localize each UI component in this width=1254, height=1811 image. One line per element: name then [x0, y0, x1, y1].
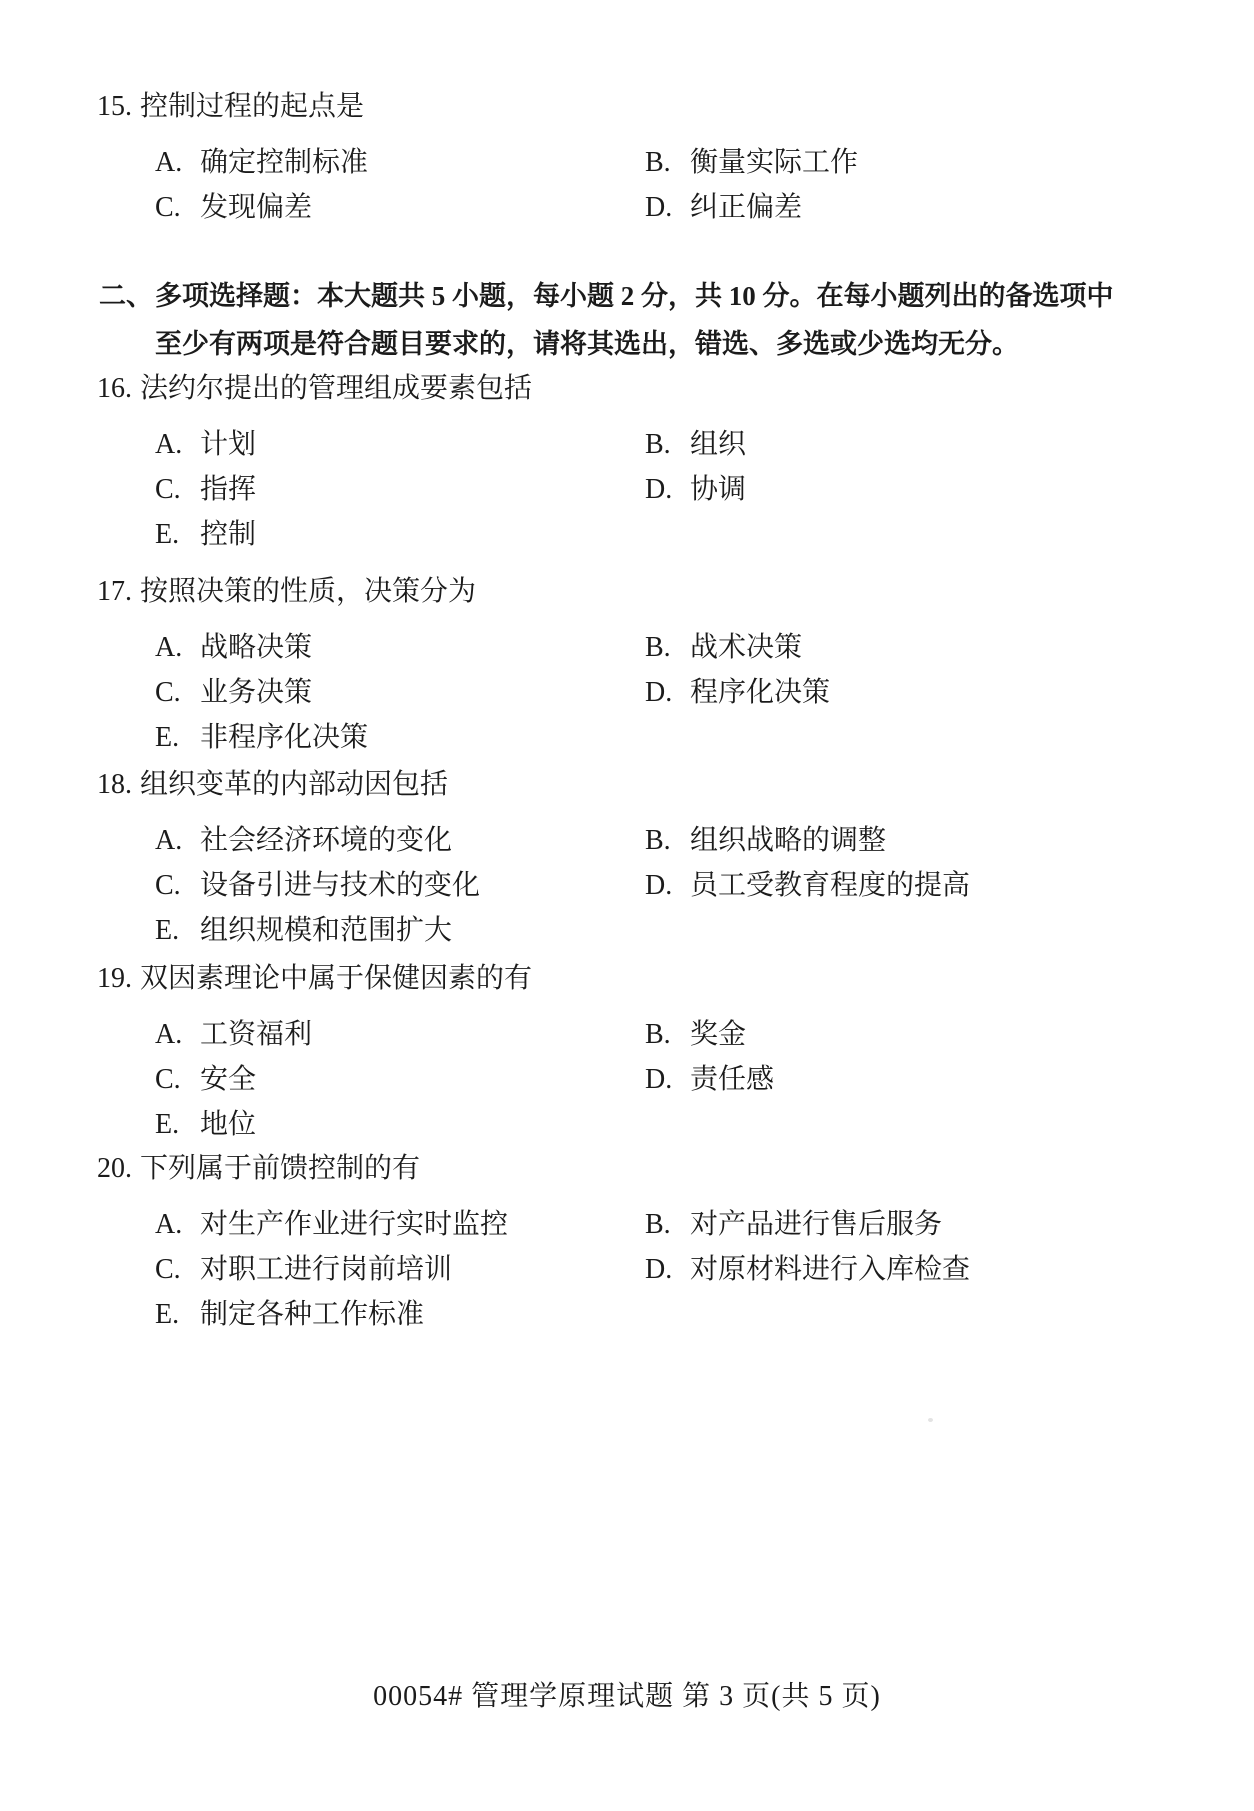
option-e — [155, 721, 368, 755]
option-letter: B. — [645, 147, 671, 178]
option-row — [0, 631, 1254, 665]
option-text: 责任感 — [690, 1064, 775, 1095]
question-head — [0, 1152, 1254, 1186]
option-text: 安全 — [200, 1064, 257, 1095]
option-text: 控制 — [200, 519, 257, 550]
option-e — [155, 1108, 256, 1142]
option-letter: D. — [645, 192, 673, 223]
question-head — [0, 90, 1254, 124]
option-letter: A. — [155, 429, 183, 460]
option-text: 发现偏差 — [200, 192, 313, 223]
option-letter: B. — [645, 1019, 671, 1050]
option-b — [645, 1018, 746, 1052]
question-20 — [0, 1152, 1254, 1332]
option-letter: C. — [155, 870, 181, 901]
option-text: 对原材料进行入库检查 — [690, 1254, 971, 1285]
section-header — [0, 278, 1254, 362]
section-instructions-text: 多项选择题：本大题共 5 小题，每小题 2 分，共 10 分。在每小题列出的备选项中 — [155, 281, 1114, 311]
option-letter: D. — [645, 1254, 673, 1285]
option-row — [0, 1108, 1254, 1142]
option-row — [0, 428, 1254, 462]
option-letter: C. — [155, 1254, 181, 1285]
question-text: 双因素理论中属于保健因素的有 — [140, 963, 533, 994]
question-text: 按照决策的性质，决策分为 — [140, 576, 477, 607]
option-text: 协调 — [690, 474, 747, 505]
option-text: 组织战略的调整 — [690, 825, 887, 856]
option-text: 组织规模和范围扩大 — [200, 915, 453, 946]
option-e — [155, 518, 256, 552]
option-b — [645, 824, 886, 858]
option-letter: E. — [155, 1299, 180, 1330]
option-b — [645, 146, 858, 180]
option-d — [645, 869, 970, 903]
option-e — [155, 1298, 424, 1332]
option-text: 业务决策 — [200, 677, 313, 708]
option-a — [155, 631, 312, 665]
option-letter: A. — [155, 1019, 183, 1050]
option-letter: C. — [155, 474, 181, 505]
option-e — [155, 914, 452, 948]
option-text: 组织 — [690, 429, 747, 460]
option-c — [155, 1253, 452, 1287]
option-letter: B. — [645, 429, 671, 460]
question-text: 组织变革的内部动因包括 — [140, 769, 449, 800]
option-c — [155, 676, 312, 710]
option-letter: A. — [155, 632, 183, 663]
option-letter: C. — [155, 192, 181, 223]
option-letter: B. — [645, 1209, 671, 1240]
question-number: 16. — [97, 373, 132, 404]
option-letter: D. — [645, 870, 673, 901]
question-head — [0, 575, 1254, 609]
page-footer: 00054# 管理学原理试题 第 3 页(共 5 页) — [373, 1681, 881, 1712]
question-text: 法约尔提出的管理组成要素包括 — [140, 373, 533, 404]
question-number: 18. — [97, 769, 132, 800]
option-text: 社会经济环境的变化 — [200, 825, 453, 856]
option-d — [645, 191, 802, 225]
option-row — [0, 1298, 1254, 1332]
question-number: 15. — [97, 91, 132, 122]
option-text: 奖金 — [690, 1019, 747, 1050]
question-18 — [0, 768, 1254, 948]
option-text: 员工受教育程度的提高 — [690, 870, 971, 901]
question-head — [0, 768, 1254, 802]
question-text: 下列属于前馈控制的有 — [140, 1153, 421, 1184]
question-head — [0, 962, 1254, 996]
option-a — [155, 428, 256, 462]
question-15 — [0, 90, 1254, 225]
option-letter: E. — [155, 519, 180, 550]
option-letter: C. — [155, 677, 181, 708]
option-c — [155, 473, 256, 507]
option-letter: A. — [155, 147, 183, 178]
option-row — [0, 473, 1254, 507]
option-text: 对产品进行售后服务 — [690, 1209, 943, 1240]
option-text: 工资福利 — [200, 1019, 313, 1050]
section-marker: 二、 — [99, 281, 153, 311]
option-text: 对职工进行岗前培训 — [200, 1254, 453, 1285]
question-number: 17. — [97, 576, 132, 607]
option-a — [155, 824, 452, 858]
option-a — [155, 1208, 508, 1242]
option-b — [645, 428, 746, 462]
option-b — [645, 1208, 942, 1242]
question-19 — [0, 962, 1254, 1142]
option-text: 制定各种工作标准 — [200, 1299, 425, 1330]
option-text: 确定控制标准 — [200, 147, 369, 178]
option-c — [155, 1063, 256, 1097]
option-row — [0, 914, 1254, 948]
option-text: 程序化决策 — [690, 677, 831, 708]
option-text: 计划 — [200, 429, 257, 460]
question-17 — [0, 575, 1254, 755]
option-letter: B. — [645, 825, 671, 856]
option-row — [0, 1208, 1254, 1242]
option-text: 战略决策 — [200, 632, 313, 663]
option-a — [155, 146, 368, 180]
option-letter: D. — [645, 1064, 673, 1095]
option-letter: A. — [155, 825, 183, 856]
option-text: 对生产作业进行实时监控 — [200, 1209, 509, 1240]
option-row — [0, 191, 1254, 225]
option-d — [645, 473, 746, 507]
question-head — [0, 372, 1254, 406]
question-16 — [0, 372, 1254, 552]
question-text: 控制过程的起点是 — [140, 91, 365, 122]
option-row — [0, 721, 1254, 755]
scan-speck — [928, 1418, 933, 1422]
section-instructions-line1 — [0, 278, 1254, 314]
option-letter: D. — [645, 677, 673, 708]
option-row — [0, 824, 1254, 858]
option-row — [0, 869, 1254, 903]
option-text: 地位 — [200, 1109, 257, 1140]
option-letter: D. — [645, 474, 673, 505]
option-row — [0, 1063, 1254, 1097]
question-number: 19. — [97, 963, 132, 994]
question-number: 20. — [97, 1153, 132, 1184]
option-row — [0, 1018, 1254, 1052]
option-letter: E. — [155, 722, 180, 753]
option-text: 指挥 — [200, 474, 257, 505]
option-letter: E. — [155, 915, 180, 946]
option-row — [0, 146, 1254, 180]
option-letter: A. — [155, 1209, 183, 1240]
option-c — [155, 869, 480, 903]
option-text: 战术决策 — [690, 632, 803, 663]
option-a — [155, 1018, 312, 1052]
option-text: 纠正偏差 — [690, 192, 803, 223]
option-text: 设备引进与技术的变化 — [200, 870, 481, 901]
option-text: 衡量实际工作 — [690, 147, 859, 178]
option-text: 非程序化决策 — [200, 722, 369, 753]
option-d — [645, 1253, 970, 1287]
option-b — [645, 631, 802, 665]
option-row — [0, 676, 1254, 710]
option-letter: B. — [645, 632, 671, 663]
option-d — [645, 676, 830, 710]
option-letter: E. — [155, 1109, 180, 1140]
option-row — [0, 518, 1254, 552]
option-row — [0, 1253, 1254, 1287]
option-c — [155, 191, 312, 225]
section-instructions-line2: 至少有两项是符合题目要求的，请将其选出，错选、多选或少选均无分。 — [155, 329, 1019, 359]
option-d — [645, 1063, 774, 1097]
option-letter: C. — [155, 1064, 181, 1095]
